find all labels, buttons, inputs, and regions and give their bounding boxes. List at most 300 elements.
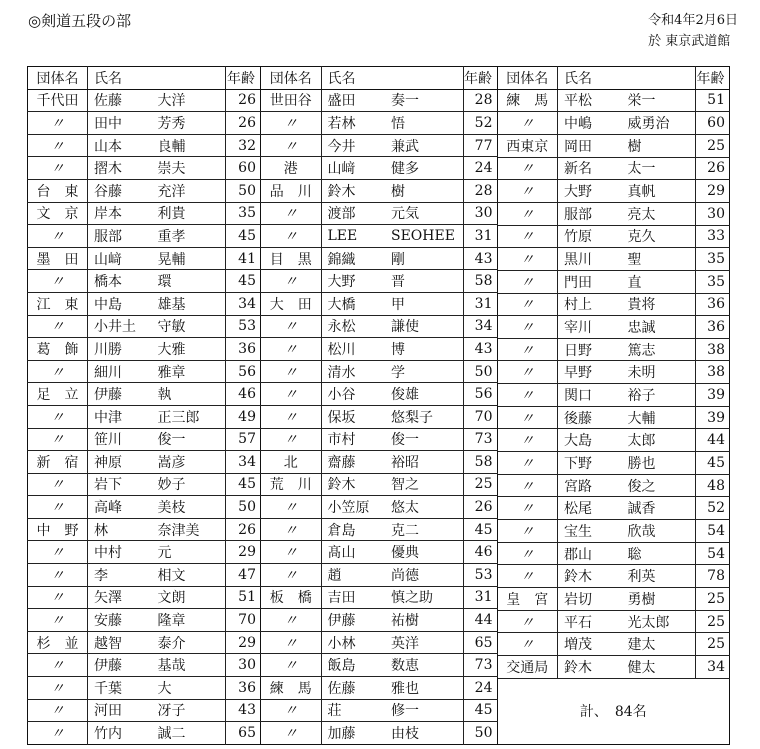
org-name: 〃 xyxy=(261,134,321,157)
event-venue: 於 東京武道館 xyxy=(648,34,731,49)
member-age: 45 xyxy=(696,452,730,475)
member-age: 43 xyxy=(463,247,497,270)
member-given-name: 樹 xyxy=(624,134,696,157)
roster-row xyxy=(498,474,730,497)
roster-row xyxy=(28,699,261,722)
member-surname: 平松 xyxy=(558,89,624,112)
member-surname: 岸本 xyxy=(88,202,154,225)
org-name: 〃 xyxy=(261,541,321,564)
header-row xyxy=(28,67,261,90)
member-age: 52 xyxy=(463,112,497,135)
member-given-name: 克二 xyxy=(387,518,463,541)
member-surname: 大野 xyxy=(321,270,387,293)
roster-row xyxy=(261,225,497,248)
member-age: 34 xyxy=(226,292,261,315)
roster-table-3 xyxy=(498,66,731,745)
header-age: 年齢 xyxy=(463,67,497,90)
member-age: 77 xyxy=(463,134,497,157)
roster-row xyxy=(498,112,730,135)
org-name: 〃 xyxy=(261,315,321,338)
header-org: 団体名 xyxy=(498,67,558,90)
org-name: 〃 xyxy=(498,633,558,656)
org-name: 〃 xyxy=(498,520,558,543)
member-given-name: 亮太 xyxy=(624,202,696,225)
member-surname: 伊藤 xyxy=(88,654,154,677)
roster-row xyxy=(28,631,261,654)
member-age: 38 xyxy=(696,338,730,361)
member-given-name: 充洋 xyxy=(154,179,226,202)
roster-row xyxy=(498,180,730,203)
member-age: 45 xyxy=(226,225,261,248)
roster-row xyxy=(28,473,261,496)
member-age: 31 xyxy=(463,292,497,315)
member-surname: 鈴木 xyxy=(321,179,387,202)
roster-row xyxy=(28,360,261,383)
member-surname: 中嶋 xyxy=(558,112,624,135)
member-given-name: 雄基 xyxy=(154,292,226,315)
member-surname: 越智 xyxy=(88,631,154,654)
org-name: 〃 xyxy=(498,202,558,225)
member-given-name: 芳秀 xyxy=(154,112,226,135)
member-given-name: 晃輔 xyxy=(154,247,226,270)
member-given-name: 元 xyxy=(154,541,226,564)
roster-row xyxy=(28,405,261,428)
org-name: 〃 xyxy=(28,157,88,180)
member-given-name: SEOHEE xyxy=(387,225,463,248)
member-given-name: 威勇治 xyxy=(624,112,696,135)
org-name: 〃 xyxy=(498,361,558,384)
member-age: 46 xyxy=(226,383,261,406)
member-age: 54 xyxy=(696,542,730,565)
member-given-name: 雅章 xyxy=(154,360,226,383)
member-age: 32 xyxy=(226,134,261,157)
roster-row xyxy=(261,496,497,519)
member-given-name: 真帆 xyxy=(624,180,696,203)
member-given-name: 謙使 xyxy=(387,315,463,338)
member-surname: 服部 xyxy=(88,225,154,248)
org-name: 足 立 xyxy=(28,383,88,406)
org-name: 皇 宮 xyxy=(498,588,558,611)
member-surname: 平石 xyxy=(558,610,624,633)
org-name: 〃 xyxy=(261,609,321,632)
member-given-name: 建太 xyxy=(624,633,696,656)
roster-row xyxy=(28,225,261,248)
member-surname: 加藤 xyxy=(327,726,356,743)
member-surname: 髙山 xyxy=(321,541,387,564)
org-name: 〃 xyxy=(28,405,88,428)
member-surname: 齋藤 xyxy=(321,451,387,474)
member-age: 43 xyxy=(463,338,497,361)
roster-row xyxy=(498,270,730,293)
member-age: 54 xyxy=(696,520,730,543)
roster-tables xyxy=(27,66,730,745)
member-given-name: 泰介 xyxy=(154,631,226,654)
roster-row xyxy=(261,89,497,112)
member-given-name: 健多 xyxy=(387,157,463,180)
member-given-name: 守敏 xyxy=(154,315,226,338)
member-surname: 保坂 xyxy=(321,405,387,428)
member-age: 41 xyxy=(226,247,261,270)
roster-row xyxy=(261,360,497,383)
roster-row xyxy=(261,654,497,677)
member-given-name: 裕昭 xyxy=(387,451,463,474)
org-name: 〃 xyxy=(28,609,88,632)
member-surname: 岡田 xyxy=(558,134,624,157)
member-given-name: 克久 xyxy=(624,225,696,248)
member-surname: 清水 xyxy=(321,360,387,383)
member-given-name: 大洋 xyxy=(154,89,226,112)
org-name: 〃 xyxy=(261,496,321,519)
member-age: 53 xyxy=(226,315,261,338)
member-given-name: 甲 xyxy=(387,292,463,315)
member-given-name: 環 xyxy=(154,270,226,293)
roster-row xyxy=(498,452,730,475)
roster-row xyxy=(28,89,261,112)
org-name: 〃 xyxy=(261,225,321,248)
org-name: 目 黒 xyxy=(261,247,321,270)
member-age: 25 xyxy=(463,473,497,496)
member-age: 43 xyxy=(226,699,261,722)
member-surname: 林 xyxy=(88,518,154,541)
member-surname: 倉島 xyxy=(321,518,387,541)
org-name: 〃 xyxy=(498,406,558,429)
org-name: 荒 川 xyxy=(261,473,321,496)
org-name: 西東京 xyxy=(498,134,558,157)
member-surname: 伊藤 xyxy=(321,609,387,632)
org-name: 〃 xyxy=(261,270,321,293)
member-given-name: 大輔 xyxy=(624,406,696,429)
member-surname: 高峰 xyxy=(88,496,154,519)
member-given-name: 悠太 xyxy=(387,496,463,519)
member-given-name: 良輔 xyxy=(154,134,226,157)
member-surname: 渡部 xyxy=(321,202,387,225)
member-given-name: 太郎 xyxy=(624,429,696,452)
member-age: 46 xyxy=(463,541,497,564)
header-org: 団体名 xyxy=(28,67,88,90)
member-surname: 佐藤 xyxy=(88,89,154,112)
org-name: 〃 xyxy=(498,293,558,316)
member-surname: 安藤 xyxy=(88,609,154,632)
member-age: 57 xyxy=(226,428,261,451)
member-given-name: 篤志 xyxy=(624,338,696,361)
member-age: 44 xyxy=(463,609,497,632)
header-age: 年齢 xyxy=(696,67,730,90)
roster-row xyxy=(498,157,730,180)
org-name: 〃 xyxy=(28,654,88,677)
roster-row xyxy=(498,656,730,679)
member-age: 28 xyxy=(463,89,497,112)
member-surname: 門田 xyxy=(558,270,624,293)
roster-row xyxy=(498,565,730,588)
member-given-name: 太一 xyxy=(624,157,696,180)
member-given-name: 智之 xyxy=(387,473,463,496)
member-surname: 村上 xyxy=(558,293,624,316)
roster-row xyxy=(261,631,497,654)
member-surname: 橋本 xyxy=(88,270,154,293)
member-surname: 宰川 xyxy=(558,316,624,339)
member-age: 50 xyxy=(226,179,261,202)
member-age: 39 xyxy=(696,406,730,429)
member-surname: 中津 xyxy=(88,405,154,428)
member-given-name: 健太 xyxy=(624,656,696,679)
member-age: 60 xyxy=(226,157,261,180)
member-surname: 宝生 xyxy=(558,520,624,543)
roster-row xyxy=(498,406,730,429)
member-given-name: 大 xyxy=(154,677,226,700)
org-name: 葛 飾 xyxy=(28,338,88,361)
roster-row xyxy=(261,315,497,338)
roster-row xyxy=(28,586,261,609)
member-age: 29 xyxy=(226,541,261,564)
roster-row xyxy=(261,112,497,135)
org-name: 〃 xyxy=(261,202,321,225)
roster-row xyxy=(498,588,730,611)
member-surname: 市村 xyxy=(321,428,387,451)
member-given-name: 奈津美 xyxy=(154,518,226,541)
member-given-name: 由枝 xyxy=(387,722,463,745)
member-surname: 宮路 xyxy=(558,474,624,497)
member-age: 45 xyxy=(226,473,261,496)
member-surname: 日野 xyxy=(558,338,624,361)
roster-row xyxy=(498,633,730,656)
org-name: 世田谷 xyxy=(261,89,321,112)
roster-row xyxy=(28,134,261,157)
org-name: 練 馬 xyxy=(261,677,321,700)
roster-row xyxy=(28,270,261,293)
member-surname: 荘 xyxy=(321,699,387,722)
org-name: 〃 xyxy=(498,248,558,271)
roster-row xyxy=(261,722,497,745)
member-surname: 伊藤 xyxy=(88,383,154,406)
member-given-name: 直 xyxy=(624,270,696,293)
roster-row xyxy=(498,225,730,248)
roster-row xyxy=(28,564,261,587)
org-name: 〃 xyxy=(28,315,88,338)
roster-row xyxy=(261,338,497,361)
member-given-name: 相文 xyxy=(154,564,226,587)
member-surname: 服部 xyxy=(558,202,624,225)
member-given-name: 隆章 xyxy=(154,609,226,632)
roster-row xyxy=(28,202,261,225)
org-name: 〃 xyxy=(28,496,88,519)
member-age: 39 xyxy=(696,384,730,407)
member-surname: 郡山 xyxy=(558,542,624,565)
org-name: 〃 xyxy=(498,316,558,339)
member-age: 29 xyxy=(226,631,261,654)
org-name: 文 京 xyxy=(28,202,88,225)
org-name: 〃 xyxy=(28,586,88,609)
member-given-name: 雅也 xyxy=(387,677,463,700)
org-name: 交通局 xyxy=(498,656,558,679)
member-surname: LEE xyxy=(321,225,387,248)
member-age: 45 xyxy=(226,270,261,293)
member-given-name: 大雅 xyxy=(154,338,226,361)
member-surname: 岩切 xyxy=(558,588,624,611)
org-name: 中 野 xyxy=(28,518,88,541)
member-surname: 河田 xyxy=(88,699,154,722)
roster-row xyxy=(28,247,261,270)
member-age: 70 xyxy=(463,405,497,428)
member-age: 58 xyxy=(463,451,497,474)
member-given-name: 文朗 xyxy=(154,586,226,609)
member-age: 35 xyxy=(696,248,730,271)
member-given-name: 慎之助 xyxy=(387,586,463,609)
roster-table-2 xyxy=(261,66,498,745)
total-count: 計、 84名 xyxy=(579,704,647,721)
member-surname: 黒川 xyxy=(558,248,624,271)
member-surname: 山﨑 xyxy=(88,247,154,270)
member-given-name: 基哉 xyxy=(154,654,226,677)
roster-row xyxy=(498,497,730,520)
member-age: 56 xyxy=(226,360,261,383)
member-age: 35 xyxy=(696,270,730,293)
member-surname: 趙 xyxy=(321,564,387,587)
header-org: 団体名 xyxy=(261,67,321,90)
roster-row xyxy=(498,429,730,452)
member-surname: 早野 xyxy=(558,361,624,384)
member-age: 29 xyxy=(696,180,730,203)
member-age: 30 xyxy=(696,202,730,225)
roster-row xyxy=(261,564,497,587)
header-name: 氏名 xyxy=(558,67,696,90)
member-age: 25 xyxy=(696,633,730,656)
member-age: 33 xyxy=(696,225,730,248)
org-name: 〃 xyxy=(28,134,88,157)
roster-row xyxy=(261,405,497,428)
member-age: 36 xyxy=(696,316,730,339)
roster-row xyxy=(261,586,497,609)
member-surname: 錦織 xyxy=(321,247,387,270)
member-given-name: 俊雄 xyxy=(387,383,463,406)
member-given-name: 祐樹 xyxy=(387,609,463,632)
member-surname: 小笠原 xyxy=(321,496,387,519)
org-name: 墨 田 xyxy=(28,247,88,270)
member-given-name: 嵩彦 xyxy=(154,451,226,474)
member-age: 36 xyxy=(226,677,261,700)
total-row xyxy=(498,678,730,744)
roster-row xyxy=(261,609,497,632)
member-surname: 大野 xyxy=(558,180,624,203)
org-name: 〃 xyxy=(498,112,558,135)
member-surname: 若林 xyxy=(321,112,387,135)
org-name: 〃 xyxy=(28,541,88,564)
member-age: 53 xyxy=(463,564,497,587)
member-given-name: 忠誠 xyxy=(624,316,696,339)
member-age: 25 xyxy=(696,610,730,633)
roster-row xyxy=(498,134,730,157)
member-given-name: 奏一 xyxy=(387,89,463,112)
org-name: 〃 xyxy=(28,473,88,496)
member-given-name: 裕子 xyxy=(624,384,696,407)
member-surname: 山﨑 xyxy=(321,157,387,180)
member-age: 56 xyxy=(463,383,497,406)
member-surname: 飯島 xyxy=(321,654,387,677)
member-given-name: 利貴 xyxy=(154,202,226,225)
roster-row xyxy=(28,722,261,745)
member-surname: 関口 xyxy=(558,384,624,407)
member-surname: 谷藤 xyxy=(88,179,154,202)
member-age: 47 xyxy=(226,564,261,587)
member-given-name: 誠二 xyxy=(154,722,226,745)
roster-row xyxy=(261,451,497,474)
roster-row xyxy=(498,542,730,565)
roster-body-1 xyxy=(28,89,261,744)
member-given-name: 英洋 xyxy=(387,631,463,654)
member-age: 50 xyxy=(226,496,261,519)
member-surname: 川勝 xyxy=(88,338,154,361)
member-surname: 鈴木 xyxy=(321,473,387,496)
member-age: 78 xyxy=(696,565,730,588)
roster-row xyxy=(261,541,497,564)
org-name: 港 xyxy=(261,157,321,180)
member-age: 52 xyxy=(696,497,730,520)
roster-table-1 xyxy=(27,66,261,745)
roster-row xyxy=(498,384,730,407)
roster-row xyxy=(261,518,497,541)
member-age: 35 xyxy=(226,202,261,225)
member-given-name: 悟 xyxy=(387,112,463,135)
header-name: 氏名 xyxy=(321,67,463,90)
org-name: 〃 xyxy=(261,722,321,745)
roster-row xyxy=(28,383,261,406)
org-name: 〃 xyxy=(261,654,321,677)
roster-row xyxy=(28,428,261,451)
member-surname: 小林 xyxy=(321,631,387,654)
org-name: 練 馬 xyxy=(498,89,558,112)
roster-row xyxy=(261,270,497,293)
org-name: 千代田 xyxy=(28,89,88,112)
member-surname: 竹内 xyxy=(94,726,122,743)
org-name: 〃 xyxy=(28,677,88,700)
member-given-name: 元気 xyxy=(387,202,463,225)
member-age: 25 xyxy=(696,588,730,611)
member-given-name: 勝也 xyxy=(624,452,696,475)
member-given-name: 修一 xyxy=(387,699,463,722)
roster-row xyxy=(498,520,730,543)
member-surname: 神原 xyxy=(88,451,154,474)
member-given-name: 崇夫 xyxy=(154,157,226,180)
member-surname: 盛田 xyxy=(321,89,387,112)
member-age: 51 xyxy=(696,89,730,112)
org-name: 〃 xyxy=(28,564,88,587)
org-name: 〃 xyxy=(261,405,321,428)
member-given-name: 俊一 xyxy=(154,428,226,451)
roster-row xyxy=(28,338,261,361)
member-age: 26 xyxy=(463,496,497,519)
member-surname: 田中 xyxy=(88,112,154,135)
member-given-name: 栄一 xyxy=(624,89,696,112)
member-age: 60 xyxy=(696,112,730,135)
member-surname: 大島 xyxy=(558,429,624,452)
member-surname: 李 xyxy=(88,564,154,587)
member-given-name: 未明 xyxy=(624,361,696,384)
member-surname: 中島 xyxy=(88,292,154,315)
roster-row xyxy=(261,134,497,157)
member-given-name: 貴将 xyxy=(624,293,696,316)
member-age: 24 xyxy=(463,157,497,180)
header-age: 年齢 xyxy=(226,67,261,90)
roster-row xyxy=(498,361,730,384)
member-given-name: 剛 xyxy=(387,247,463,270)
roster-row xyxy=(498,293,730,316)
member-surname: 摺木 xyxy=(88,157,154,180)
member-age: 26 xyxy=(696,157,730,180)
org-name: 〃 xyxy=(498,565,558,588)
roster-row xyxy=(498,89,730,112)
member-surname: 吉田 xyxy=(321,586,387,609)
member-age: 48 xyxy=(696,474,730,497)
member-given-name: 尚德 xyxy=(387,564,463,587)
